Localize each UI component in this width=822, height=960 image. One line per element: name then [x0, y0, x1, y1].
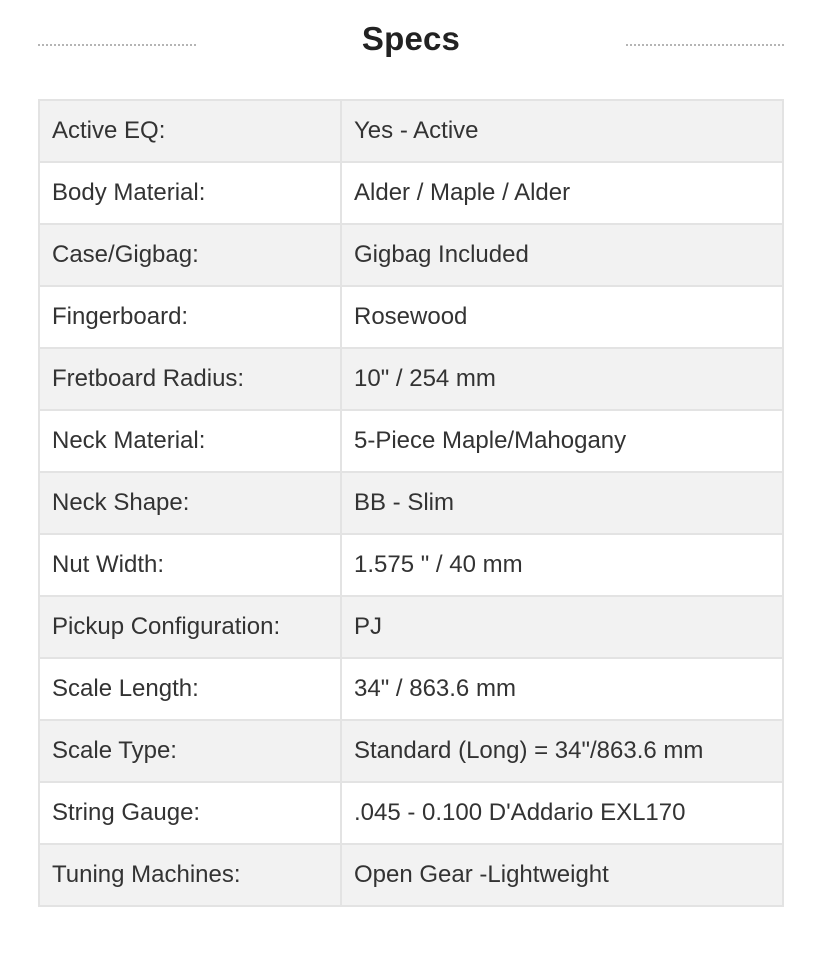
table-row [39, 844, 783, 906]
right-dotted-divider [626, 44, 784, 46]
spec-value: BB - Slim [341, 472, 783, 534]
table-row [39, 100, 783, 162]
spec-value: Rosewood [341, 286, 783, 348]
table-row [39, 472, 783, 534]
spec-label: Pickup Configuration: [39, 596, 341, 658]
specs-header [0, 0, 822, 90]
table-row [39, 162, 783, 224]
spec-value: 1.575 " / 40 mm [341, 534, 783, 596]
page-title: Specs [361, 20, 461, 57]
spec-label: Nut Width: [39, 534, 341, 596]
spec-value: 5-Piece Maple/Mahogany [341, 410, 783, 472]
spec-label: String Gauge: [39, 782, 341, 844]
spec-label: Active EQ: [39, 100, 341, 162]
table-row [39, 410, 783, 472]
table-row [39, 596, 783, 658]
spec-label: Body Material: [39, 162, 341, 224]
table-row [39, 286, 783, 348]
specs-table [38, 99, 784, 907]
table-row [39, 782, 783, 844]
spec-value: Alder / Maple / Alder [341, 162, 783, 224]
spec-value: Standard (Long) = 34"/863.6 mm [341, 720, 783, 782]
spec-value: PJ [341, 596, 783, 658]
spec-value: Open Gear -Lightweight [341, 844, 783, 906]
spec-label: Neck Shape: [39, 472, 341, 534]
spec-label: Tuning Machines: [39, 844, 341, 906]
spec-value: Gigbag Included [341, 224, 783, 286]
spec-label: Fingerboard: [39, 286, 341, 348]
spec-value: 10" / 254 mm [341, 348, 783, 410]
spec-label: Scale Type: [39, 720, 341, 782]
table-row [39, 658, 783, 720]
spec-value: Yes - Active [341, 100, 783, 162]
spec-label: Fretboard Radius: [39, 348, 341, 410]
spec-label: Case/Gigbag: [39, 224, 341, 286]
table-row [39, 224, 783, 286]
spec-label: Neck Material: [39, 410, 341, 472]
spec-value: 34" / 863.6 mm [341, 658, 783, 720]
table-row [39, 720, 783, 782]
spec-value: .045 - 0.100 D'Addario EXL170 [341, 782, 783, 844]
table-row [39, 534, 783, 596]
table-row [39, 348, 783, 410]
spec-label: Scale Length: [39, 658, 341, 720]
